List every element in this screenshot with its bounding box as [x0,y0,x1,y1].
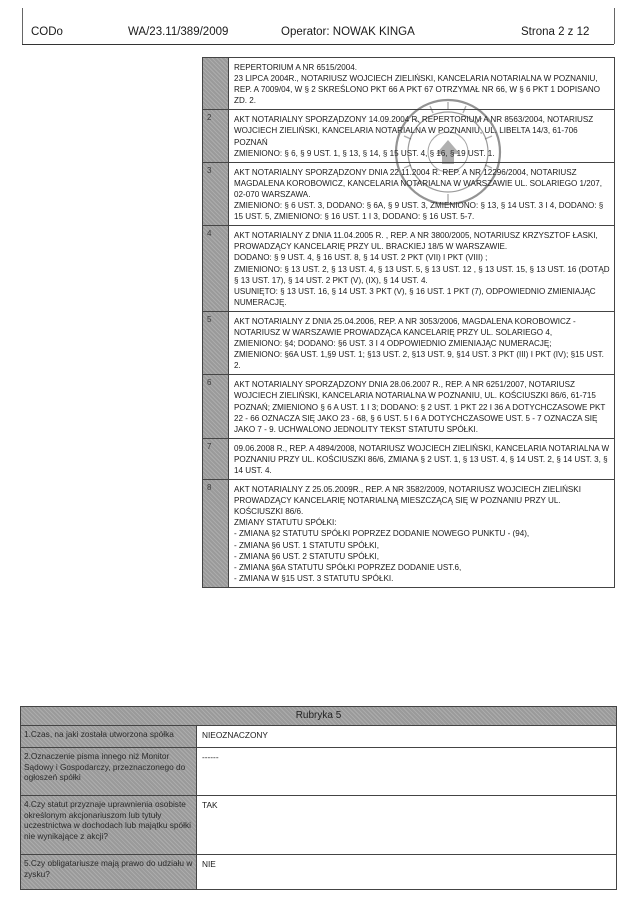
field-label: 2.Oznaczenie pisma innego niż Monitor Sądowy i Gospodarczy, przeznaczonego do ogłoszeń spółki [21,748,197,795]
amendment-number: 3 [203,163,229,225]
amendment-number: 4 [203,226,229,311]
amendment-text: AKT NOTARIALNY Z DNIA 25.04.2006, REP. A NR 3053/2006, MAGDALENA KOROBOWICZ - NOTARIUSZ W WARSZAWIE PROWADZĄCA KANCELARIĘ PRZY UL. SOLARIEGO 4, ZMIENIONO: §4; DODANO: §6 UST. 3 I 4 ODPOWIEDNIO ZMIENIAJĄC NUMERACJĘ; ZMIENIONO: §6A UST. 1,§9 UST. 1; §13 UST. 2, §13 UST. 9, §14 UST. 3 PKT (III) I PKT (IV); §15 UST. 2. [234,316,604,371]
page-number: Strona 2 z 12 [521,26,590,38]
court-code: CODo [31,26,63,38]
register-reference: WA/23.11/389/2009 [128,26,229,38]
operator-name: Operator: NOWAK KINGA [281,26,415,38]
amendment-number: 6 [203,375,229,437]
amendment-row [202,375,615,438]
amendment-text: AKT NOTARIALNY Z DNIA 11.04.2005 R. , REP. A NR 3800/2005, NOTARIUSZ KRZYSZTOF ŁASKI, PROWADZĄCY KANCELARIĘ PRZY UL. BRACKIEJ 18/5 W WARSZAWIE. DODANO: § 9 UST. 4, § 16 UST. 8, § 14 UST. 2 PKT (VII) I PKT (VIII) ; ZMIENIONO: § 13 UST. 2, § 13 UST. 4, § 13 UST. 5, § 13 UST. 12 , § 13 UST. 15, § 13 UST. 16 (DOTĄD § 13 UST. 17), § 14 UST. 2 PKT (V), (IX), § 14 UST. 4. USUNIĘTO: § 13 UST. 16, § 14 UST. 3 PKT (V), § 16 UST. 1 PKT (7), ODPOWIEDNIO ZMIENIAJĄC NUMERACJĘ. [234,231,610,307]
field-value: TAK [202,800,218,810]
table-row [21,855,616,889]
amendment-number: 2 [203,110,229,161]
table-row [21,796,616,855]
amendment-row [202,439,615,480]
rubryka-5-table [20,706,617,890]
amendment-number [203,58,229,109]
amendments-table [202,57,615,588]
amendment-row [202,226,615,312]
amendment-number: 7 [203,439,229,479]
amendment-number: 8 [203,480,229,587]
amendment-text: 09.06.2008 R., REP. A 4894/2008, NOTARIUSZ WOJCIECH ZIELIŃSKI, KANCELARIA NOTARIALNA W POZNANIU PRZY UL. KOŚCIUSZKI 86/6, ZMIANA § 2 UST. 1, § 13 UST. 4, § 14 UST. 2, § 14 UST. 3, § 14 UST. 4. [234,443,610,475]
section-title: Rubryka 5 [21,707,616,726]
field-label: 1.Czas, na jaki została utworzona spółka [21,726,197,747]
amendment-row [202,57,615,110]
field-value: ------ [202,752,219,762]
page-header [0,0,629,50]
table-row [21,726,616,748]
header-divider [614,8,615,44]
amendment-row [202,312,615,375]
amendment-text: REPERTORIUM A NR 6515/2004. 23 LIPCA 2004R., NOTARIUSZ WOJCIECH ZIELIŃSKI, KANCELARIA NOTARIALNA W POZNANIU, REP. A 7009/04, W § 2 SKREŚLONO PKT 66 A PKT 67 OTRZYMAŁ NR 66, W § 6 PKT 1 DOPISANO ZD. 2. [234,63,601,106]
field-label: 5.Czy obligatariusze mają prawo do udziału w zysku? [21,855,197,889]
header-rule [22,44,614,45]
amendment-text: AKT NOTARIALNY SPORZĄDZONY 14.09.2004 R. REPERTORIUM A NR 8563/2004, NOTARIUSZ WOJCIECH ZIELIŃSKI, KANCELARIA NOTARIALNA W POZNANIU, UL. LIBELTA 14/3, 61-706 POZNAŃ ZMIENIONO: § 6, § 9 UST. 1, § 13, § 14, § 15 UST. 4, § 16, § 19 UST. 1. [234,115,594,158]
table-row [21,748,616,796]
amendment-row [202,480,615,588]
field-value: NIE [202,859,216,869]
amendment-text: AKT NOTARIALNY SPORZĄDZONY DNIA 28.06.2007 R., REP. A NR 6251/2007, NOTARIUSZ WOJCIECH ZIELIŃSKI, KANCELARIA NOTARIALNA W POZNANIU, UL. KOŚCIUSZKI 86/6, 61-715 POZNAŃ; ZMIENIONO § 6 A UST. 1 I 3; DODANO: § 2 UST. 1 PKT 22 I 36 A DOTYCHCZASOWE PKT 22 - 66 OZNACZA SIĘ JAKO 23 - 68, § 6 UST. 5 I 6 A DOTYCHCZASOWE UST. 5 - 7 OZNACZA SIĘ JAKO 7 - 9. UCHWALONO JEDNOLITY TEKST STATUTU SPÓŁKI. [234,380,606,434]
amendment-row [202,110,615,162]
field-label: 4.Czy statut przyznaje uprawnienia osobiste określonym akcjonariuszom lub tytuły uczestnictwa w dochodach lub majątku spółki nie wynikające z akcji? [21,796,197,854]
header-divider [22,8,23,44]
amendment-text: AKT NOTARIALNY Z 25.05.2009R., REP. A NR 3582/2009, NOTARIUSZ WOJCIECH ZIELIŃSKI PROWADZĄCY KANCELARIĘ NOTARIALNĄ MIESZCZĄCĄ SIĘ W POZNANIU PRZY UL. KOŚCIUSZKI 86/6. ZMIANY STATUTU SPÓŁKI: - ZMIANA §2 STATUTU SPÓŁKI POPRZEZ DODANIE NOWEGO PUNKTU - (94), - ZMIANA §6 UST. 1 STATUTU SPÓŁKI, - ZMIANA §6 UST. 2 STATUTU SPÓŁKI, - ZMIANA §6A STATUTU SPÓŁKI POPRZEZ DODANIE UST.6, - ZMIANA W §15 UST. 3 STATUTU SPÓŁKI. [234,485,581,583]
amendment-number: 5 [203,312,229,374]
field-value: NIEOZNACZONY [202,730,268,740]
amendment-row [202,163,615,226]
amendment-text: AKT NOTARIALNY SPORZĄDZONY DNIA 22.11.2004 R. REP. A NR 12296/2004, NOTARIUSZ MAGDALENA KOROBOWICZ, KANCELARIA NOTARIALNA W WARSZAWIE UL. SOLARIEGO 1/207, 02-070 WARSZAWA. ZMIENIONO: § 6 UST. 3, DODANO: § 6A, § 9 UST. 3, ZMIENIONO: § 13, § 14 UST. 3 I 4, DODANO: § 15 UST. 5, ZMIENIONO: § 16 UST. 1 I 3, DODANO: § 16 UST. 5-7. [234,167,604,222]
